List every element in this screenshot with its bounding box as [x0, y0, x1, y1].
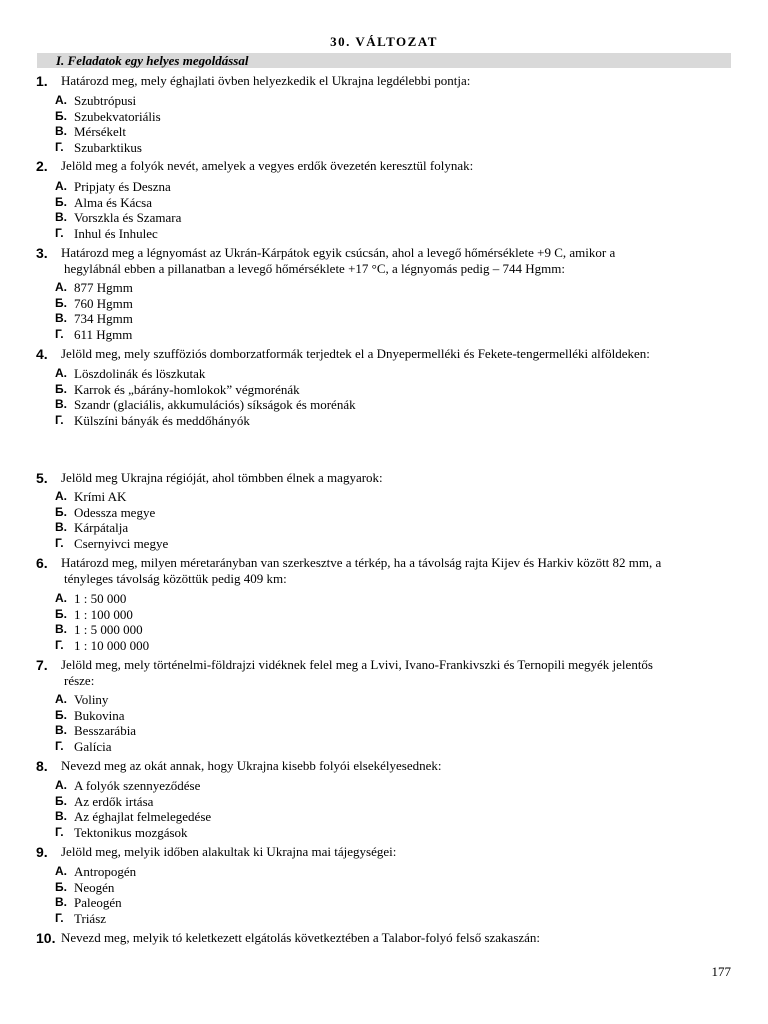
answer-option [0, 366, 768, 381]
answer-option [0, 179, 768, 194]
option-letter: А. [55, 280, 67, 294]
option-text: Neogén [74, 879, 115, 895]
option-text: Antropogén [74, 864, 137, 879]
question-text-line: Nevezd meg az okát annak, hogy Ukrajna kisebb folyói elsekélyesednek: [61, 758, 442, 773]
page-title: 30. VÁLTOZAT [330, 34, 438, 49]
answer-option [0, 280, 768, 295]
question-text-line: Határozd meg a légnyomást az Ukrán-Kárpátok egyik csúcsán, ahol a levegő hőmérséklete +9 C, amikor a [61, 245, 616, 260]
answer-option [0, 93, 768, 108]
question-number: 2. [36, 158, 48, 174]
option-letter: А. [55, 692, 67, 706]
answer-option [0, 520, 768, 535]
answer-option [0, 794, 768, 809]
option-letter: Б. [55, 381, 67, 396]
option-text: Paleogén [74, 895, 122, 910]
option-letter: Б. [55, 707, 67, 722]
option-text: Inhul és Inhulec [74, 225, 158, 241]
question-text-line: Jelöld meg a folyók nevét, amelyek a vegyes erdők övezetén keresztül folynak: [61, 158, 474, 173]
option-text: Szubekvatoriális [74, 108, 161, 124]
option-text: Alma és Kácsa [74, 194, 152, 210]
option-text: 760 Hgmm [74, 295, 133, 311]
option-text: Löszdolinák és löszkutak [74, 366, 206, 381]
question-text-line: tényleges távolság közöttük pedig 409 km: [64, 571, 287, 586]
option-text: Pripjaty és Deszna [74, 179, 171, 194]
answer-option [0, 638, 768, 653]
option-letter: В. [55, 124, 67, 138]
option-text: Szubtrópusi [74, 93, 137, 108]
answer-option [0, 296, 768, 311]
option-letter: А. [55, 366, 67, 380]
answer-option [0, 825, 768, 840]
question-text [61, 158, 741, 174]
question-number: 4. [36, 346, 48, 362]
option-letter: А. [55, 93, 67, 107]
section-title: I. Feladatok egy helyes megoldással [56, 53, 249, 68]
answer-option [0, 607, 768, 622]
option-letter: А. [55, 778, 67, 792]
option-text: Voliny [74, 692, 109, 707]
option-text: Csernyivci megye [74, 535, 169, 551]
option-letter: А. [55, 864, 67, 878]
option-text: Szandr (glaciális, akkumulációs) síkságok és morénák [74, 397, 356, 412]
option-text: Triász [74, 910, 107, 926]
option-letter: Г. [55, 637, 64, 652]
answer-option [0, 195, 768, 210]
option-letter: В. [55, 311, 67, 325]
answer-option [0, 692, 768, 707]
question-text [61, 245, 741, 277]
question-text [61, 346, 741, 362]
option-letter: Б. [55, 879, 67, 894]
option-letter: В. [55, 895, 67, 909]
option-letter: А. [55, 591, 67, 605]
option-letter: Г. [55, 535, 64, 550]
answer-option [0, 382, 768, 397]
answer-option [0, 210, 768, 225]
option-text: Vorszkla és Szamara [74, 210, 182, 225]
option-letter: Г. [55, 412, 64, 427]
option-text: Bukovina [74, 707, 125, 723]
question-text-line: Nevezd meg, melyik tó keletkezett elgátolás következtében a Talabor-folyó felső szakaszán: [61, 930, 541, 945]
option-letter: Б. [55, 295, 67, 310]
option-text: Szubarktikus [74, 139, 142, 155]
option-letter: Б. [55, 606, 67, 621]
option-letter: А. [55, 489, 67, 503]
answer-option [0, 591, 768, 606]
question-text-line: Jelöld meg, mely történelmi-földrajzi vidéknek felel meg a Lvivi, Ivano-Frankivszki és Ternopili megyék jelentős [61, 657, 653, 672]
option-text: 1 : 5 000 000 [74, 622, 143, 637]
answer-option [0, 124, 768, 139]
option-text: 1 : 10 000 000 [74, 637, 150, 653]
question-number: 5. [36, 470, 48, 486]
question-text-line: része: [64, 673, 95, 688]
option-text: Az éghajlat felmelegedése [74, 809, 212, 824]
question-number: 3. [36, 245, 48, 261]
answer-option [0, 880, 768, 895]
answer-option [0, 911, 768, 926]
page-number: 177 [711, 964, 731, 979]
answer-option [0, 226, 768, 241]
option-letter: В. [55, 520, 67, 534]
question-text [61, 555, 741, 587]
option-letter: Б. [55, 194, 67, 209]
answer-option [0, 536, 768, 551]
question-text [61, 657, 741, 689]
question-text [61, 758, 741, 774]
question-number: 1. [36, 73, 48, 89]
question-text [61, 930, 741, 946]
option-text: Kárpátalja [74, 520, 129, 535]
option-text: Külszíni bányák és meddőhányók [74, 412, 250, 428]
answer-option [0, 723, 768, 738]
question-text-line: Jelöld meg, melyik időben alakultak ki Ukrajna mai tájegységei: [61, 844, 397, 859]
option-letter: Г. [55, 225, 64, 240]
option-text: Karrok és „bárány-homlokok” végmorénák [74, 381, 300, 397]
option-text: Galícia [74, 738, 112, 754]
option-text: 611 Hgmm [74, 326, 133, 342]
question-text-line: Határozd meg, mely éghajlati övben helyezkedik el Ukrajna legdélebbi pontja: [61, 73, 471, 88]
answer-option [0, 505, 768, 520]
option-text: Besszarábia [74, 723, 137, 738]
answer-option [0, 397, 768, 412]
option-text: Mérsékelt [74, 124, 126, 139]
option-letter: В. [55, 210, 67, 224]
question-number: 9. [36, 844, 48, 860]
question-text-line: Határozd meg, milyen méretarányban van szerkesztve a térkép, ha a távolság rajta Kijev és Harkiv között 82 mm, a [61, 555, 662, 570]
answer-option [0, 413, 768, 428]
option-text: Az erdők irtása [74, 793, 154, 809]
question-text [61, 470, 741, 486]
option-letter: Г. [55, 738, 64, 753]
answer-option [0, 489, 768, 504]
question-number: 10. [36, 930, 56, 946]
question-text [61, 73, 741, 89]
option-letter: В. [55, 723, 67, 737]
answer-option [0, 778, 768, 793]
option-letter: Г. [55, 326, 64, 341]
option-text: Tektonikus mozgások [74, 824, 188, 840]
option-text: 1 : 50 000 [74, 591, 127, 606]
option-letter: Г. [55, 824, 64, 839]
answer-option [0, 140, 768, 155]
question-number: 7. [36, 657, 48, 673]
option-letter: Б. [55, 793, 67, 808]
option-letter: В. [55, 809, 67, 823]
answer-option [0, 327, 768, 342]
question-number: 8. [36, 758, 48, 774]
option-letter: Г. [55, 910, 64, 925]
option-text: 734 Hgmm [74, 311, 133, 326]
answer-option [0, 739, 768, 754]
answer-option [0, 809, 768, 824]
option-letter: Б. [55, 504, 67, 519]
option-letter: А. [55, 179, 67, 193]
answer-option [0, 895, 768, 910]
question-number: 6. [36, 555, 48, 571]
option-letter: Г. [55, 139, 64, 154]
question-text [61, 844, 741, 860]
answer-option [0, 622, 768, 637]
answer-option [0, 109, 768, 124]
question-text-line: hegylábnál ebben a pillanatban a levegő hőmérséklete +17 °C, a légnyomás pedig – 744 Hgmm: [64, 261, 565, 276]
answer-option [0, 864, 768, 879]
option-text: Krími AK [74, 489, 127, 504]
option-letter: Б. [55, 108, 67, 123]
option-letter: В. [55, 622, 67, 636]
option-text: A folyók szennyeződése [74, 778, 201, 793]
option-text: 1 : 100 000 [74, 606, 133, 622]
question-text-line: Jelöld meg, mely szufföziós domborzatformák terjedtek el a Dnyepermelléki és Fekete-tengermelléki alföldeken: [61, 346, 650, 361]
option-text: Odessza megye [74, 504, 156, 520]
answer-option [0, 311, 768, 326]
option-letter: В. [55, 397, 67, 411]
question-text-line: Jelöld meg Ukrajna régióját, ahol tömbben élnek a magyarok: [61, 470, 383, 485]
answer-option [0, 708, 768, 723]
option-text: 877 Hgmm [74, 280, 133, 295]
